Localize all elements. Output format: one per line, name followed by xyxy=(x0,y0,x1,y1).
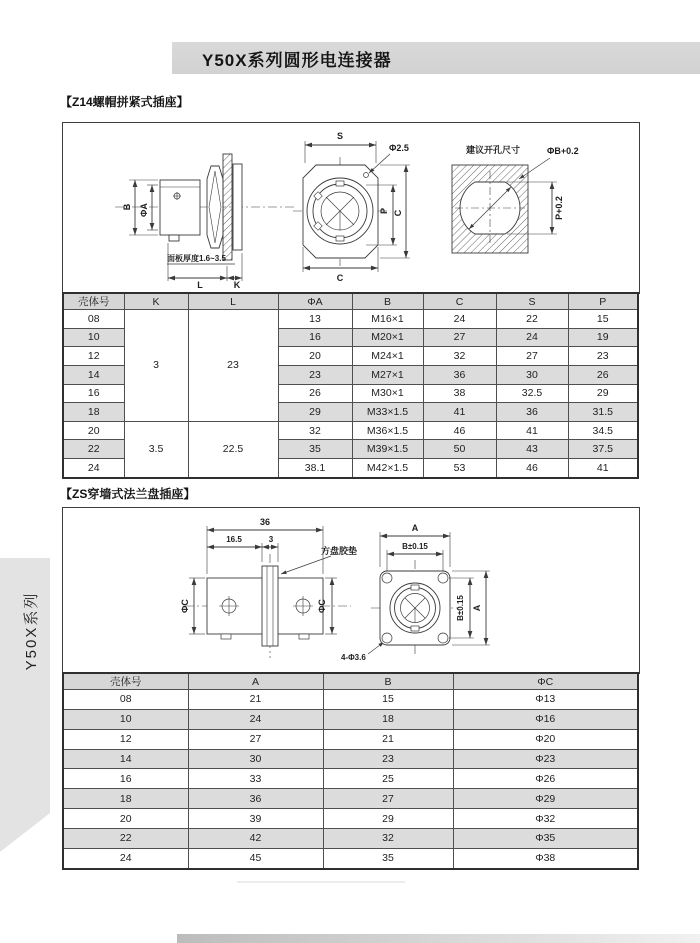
table-row xyxy=(63,729,638,749)
dim-label-l: L xyxy=(197,280,203,290)
cell: 15 xyxy=(568,310,638,329)
cell: 36 xyxy=(496,403,568,422)
z14-technical-drawing xyxy=(63,123,637,291)
cell: 18 xyxy=(323,709,453,729)
cell: M36×1.5 xyxy=(352,421,423,440)
cell: 12 xyxy=(63,347,124,366)
side-tab-label: Y50X系列 xyxy=(23,591,40,671)
dim-label-c-bottom: C xyxy=(336,273,344,283)
dim-label-phi-c-right: ΦC xyxy=(317,599,327,613)
cell: 20 xyxy=(278,347,352,366)
cell: 42 xyxy=(188,829,323,849)
dim-label-p: P xyxy=(379,207,389,215)
cell: 38 xyxy=(423,384,496,403)
column-header: B xyxy=(323,673,453,690)
cell: Φ32 xyxy=(453,809,638,829)
cell: 15 xyxy=(323,690,453,710)
cell: Φ26 xyxy=(453,769,638,789)
table-row xyxy=(63,709,638,729)
cell: 26 xyxy=(278,384,352,403)
cell: 39 xyxy=(188,809,323,829)
hole-dia-note: Φ2.5 xyxy=(389,143,409,153)
z14-cutout-view xyxy=(452,158,557,253)
column-header: ΦA xyxy=(278,293,352,310)
cell: 22 xyxy=(63,440,124,459)
cell: 31.5 xyxy=(568,403,638,422)
cell: 41 xyxy=(568,459,638,478)
cell: 24 xyxy=(63,848,188,869)
column-header: L xyxy=(188,293,278,310)
dim-label-k: K xyxy=(233,280,241,290)
cell: 24 xyxy=(496,328,568,347)
cell: 24 xyxy=(423,310,496,329)
table-row xyxy=(63,848,638,869)
cell: 34.5 xyxy=(568,421,638,440)
cell: 45 xyxy=(188,848,323,869)
zs-drawing-box xyxy=(62,507,640,674)
cell: 22 xyxy=(496,310,568,329)
cell-k-merged: 3.5 xyxy=(124,421,188,478)
column-header: 壳体号 xyxy=(63,673,188,690)
column-header: S xyxy=(496,293,568,310)
cell: 21 xyxy=(188,690,323,710)
cell: 41 xyxy=(496,421,568,440)
cell: M24×1 xyxy=(352,347,423,366)
panel-thickness-note: 面板厚度1.6~3.5 xyxy=(167,254,226,263)
cell: M20×1 xyxy=(352,328,423,347)
dim-label-phi-a: ΦA xyxy=(139,203,149,217)
z14-drawing-box xyxy=(62,122,640,294)
cell: 08 xyxy=(63,690,188,710)
cell: M33×1.5 xyxy=(352,403,423,422)
column-header: C xyxy=(423,293,496,310)
table-header-row xyxy=(63,293,638,310)
dim-label-a-top: A xyxy=(411,523,419,533)
column-header: 壳体号 xyxy=(63,293,124,310)
cell: 13 xyxy=(278,310,352,329)
table-row xyxy=(63,789,638,809)
cutout-title: 建议开孔尺寸 xyxy=(465,145,521,155)
cell: Φ35 xyxy=(453,829,638,849)
cell: 23 xyxy=(568,347,638,366)
page-title: Y50X系列圆形电连接器 xyxy=(202,50,392,70)
cell: 36 xyxy=(423,365,496,384)
table-row xyxy=(63,809,638,829)
page-title-bar xyxy=(172,42,700,74)
cell: 29 xyxy=(568,384,638,403)
cell: 33 xyxy=(188,769,323,789)
cell: 26 xyxy=(568,365,638,384)
dim-label-36: 36 xyxy=(259,517,271,527)
cell: 20 xyxy=(63,421,124,440)
cell-l-merged: 23 xyxy=(188,310,278,422)
dim-label-phi-c-left: ΦC xyxy=(180,599,190,613)
cell: 46 xyxy=(496,459,568,478)
table-row xyxy=(63,749,638,769)
section-heading-z14: 【Z14螺帽拼紧式插座】 xyxy=(60,95,189,109)
z14-dimension-table xyxy=(62,292,639,479)
dim-label-3: 3 xyxy=(268,535,274,544)
cell: 41 xyxy=(423,403,496,422)
cell: 27 xyxy=(496,347,568,366)
cell: 19 xyxy=(568,328,638,347)
cell: 16 xyxy=(63,769,188,789)
cell: Φ20 xyxy=(453,729,638,749)
table-header-row xyxy=(63,673,638,690)
gasket-note: 方盘胶垫 xyxy=(321,546,358,556)
cell-l-merged: 22.5 xyxy=(188,421,278,478)
cell: 46 xyxy=(423,421,496,440)
cell: M27×1 xyxy=(352,365,423,384)
cell: 27 xyxy=(188,729,323,749)
cell: 50 xyxy=(423,440,496,459)
cell: M39×1.5 xyxy=(352,440,423,459)
cell-k-merged: 3 xyxy=(124,310,188,422)
column-header: K xyxy=(124,293,188,310)
cell: 32.5 xyxy=(496,384,568,403)
cell: 14 xyxy=(63,749,188,769)
cell: 12 xyxy=(63,729,188,749)
cell: 35 xyxy=(278,440,352,459)
cell: 37.5 xyxy=(568,440,638,459)
cell: 23 xyxy=(323,749,453,769)
cutout-dia-label: ΦB+0.2 xyxy=(547,146,579,156)
dim-label-b: B xyxy=(122,203,132,211)
cell: 53 xyxy=(423,459,496,478)
cell: 25 xyxy=(323,769,453,789)
cell: 18 xyxy=(63,403,124,422)
zs-front-view xyxy=(371,532,490,656)
cell: 22 xyxy=(63,829,188,849)
cell: 24 xyxy=(63,459,124,478)
dim-label-s: S xyxy=(336,131,344,141)
scan-artifact-line xyxy=(237,881,405,883)
cell: 32 xyxy=(323,829,453,849)
cell: M30×1 xyxy=(352,384,423,403)
cell: 23 xyxy=(278,365,352,384)
table-row xyxy=(63,421,638,440)
cell: 27 xyxy=(423,328,496,347)
cell: 32 xyxy=(423,347,496,366)
cell: 20 xyxy=(63,809,188,829)
cell: Φ38 xyxy=(453,848,638,869)
column-header: B xyxy=(352,293,423,310)
cell: 27 xyxy=(323,789,453,809)
cell: 30 xyxy=(496,365,568,384)
cell: 24 xyxy=(188,709,323,729)
cell: 10 xyxy=(63,328,124,347)
cell: 29 xyxy=(323,809,453,829)
cell: 43 xyxy=(496,440,568,459)
table-row xyxy=(63,690,638,710)
cutout-height-label: P+0.2 xyxy=(554,196,564,220)
cell: 10 xyxy=(63,709,188,729)
cell: 16 xyxy=(278,328,352,347)
cell: 21 xyxy=(323,729,453,749)
table-row xyxy=(63,769,638,789)
cell: 30 xyxy=(188,749,323,769)
dim-label-c-right: C xyxy=(393,209,403,217)
cell: M16×1 xyxy=(352,310,423,329)
cell: 35 xyxy=(323,848,453,869)
cell: 08 xyxy=(63,310,124,329)
cell: 36 xyxy=(188,789,323,809)
column-header: ΦC xyxy=(453,673,638,690)
cell: 14 xyxy=(63,365,124,384)
cell: Φ29 xyxy=(453,789,638,809)
column-header: A xyxy=(188,673,323,690)
dim-label-b-top: B±0.15 xyxy=(402,542,428,551)
bottom-gradient-bar xyxy=(177,934,700,943)
holes-note: 4-Φ3.6 xyxy=(341,653,366,662)
cell: Φ23 xyxy=(453,749,638,769)
cell: 32 xyxy=(278,421,352,440)
zs-dimension-table xyxy=(62,672,639,870)
dim-label-a-right: A xyxy=(472,604,482,612)
z14-front-view xyxy=(293,141,410,272)
dim-label-b-right: B±0.15 xyxy=(456,595,465,621)
dim-label-16-5: 16.5 xyxy=(226,535,242,544)
section-heading-zs: 【ZS穿墙式法兰盘插座】 xyxy=(60,487,196,501)
table-row xyxy=(63,829,638,849)
table-row xyxy=(63,310,638,329)
cell: 38.1 xyxy=(278,459,352,478)
cell: Φ16 xyxy=(453,709,638,729)
cell: M42×1.5 xyxy=(352,459,423,478)
cell: 29 xyxy=(278,403,352,422)
cell: 18 xyxy=(63,789,188,809)
column-header: P xyxy=(568,293,638,310)
cell: Φ13 xyxy=(453,690,638,710)
cell: 16 xyxy=(63,384,124,403)
zs-technical-drawing xyxy=(63,508,637,671)
